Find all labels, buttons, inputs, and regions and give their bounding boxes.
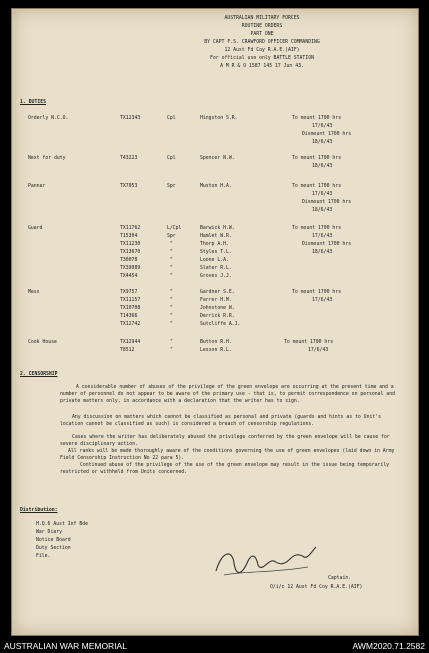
guard-rank: "	[170, 274, 173, 279]
guard-note: To mount 1700 hrs	[292, 226, 342, 231]
mess-rank: "	[170, 298, 173, 303]
guard-name: Slater R.L.	[200, 266, 232, 271]
censorship-paragraph-1: A considerable number of abuses of the privilege of the green envelope are occurring at the present time and a number of personnel do not appear to be aware of the primary use - that is, to permit correspondence on personal and private matters only, in accordance with a declaration that the writer has to sign.	[60, 385, 396, 404]
mess-name: Farrer H.M.	[200, 298, 232, 303]
duty-number: TX7053	[120, 184, 138, 189]
duty-rank: Cpl	[167, 156, 176, 161]
header-line-4: BY CAPT F.S. CRAWFORD OFFICER COMMANDING	[204, 40, 320, 45]
duty-note: 18/6/43	[312, 164, 333, 169]
header-line-5: 12 Aust Fd Coy R.A.E.(AIF)	[224, 48, 300, 53]
guard-number: TX4454	[120, 274, 138, 279]
duty-name: Spencer N.W.	[200, 156, 235, 161]
cookhouse-rank: "	[170, 340, 173, 345]
distribution-item: Duty Section	[36, 546, 71, 551]
duty-note: 18/6/43	[312, 208, 333, 213]
duty-number: TX12343	[120, 116, 141, 121]
distribution-item: H.Q.6 Aust Inf Bde	[36, 522, 88, 527]
mess-name: Sutcliffe A.J.	[200, 322, 241, 327]
guard-number: TX39089	[120, 266, 141, 271]
footer-archive-name: AUSTRALIAN WAR MEMORIAL	[4, 641, 127, 651]
mess-number: TX9757	[120, 290, 138, 295]
guard-number: T30078	[120, 258, 138, 263]
guard-note: 18/6/43	[312, 250, 333, 255]
cookhouse-number: TX12944	[120, 340, 141, 345]
mess-number: TX11157	[120, 298, 141, 303]
section-censorship-title: 2. CENSORSHIP	[20, 372, 58, 377]
guard-name: Hamlet W.R.	[200, 234, 232, 239]
cookhouse-name: Button R.H.	[200, 340, 232, 345]
cookhouse-number: T8512	[120, 348, 135, 353]
mess-number: TX12742	[120, 322, 141, 327]
mess-rank: "	[170, 306, 173, 311]
guard-rank: L/Cpl	[167, 226, 182, 231]
mess-rank: "	[170, 290, 173, 295]
guard-rank: Spr	[167, 234, 176, 239]
guard-note: 17/6/43	[312, 234, 333, 239]
signature-unit: O/i/c 12 Aust Fd Coy R.A.E.(AIF)	[270, 585, 363, 590]
mess-rank: "	[170, 314, 173, 319]
duty-role: Cook House	[28, 340, 57, 345]
guard-rank: "	[170, 266, 173, 271]
cookhouse-note: 17/6/43	[308, 348, 329, 353]
distribution-item: Notice Board	[36, 538, 71, 543]
guard-rank: "	[170, 250, 173, 255]
guard-name: Styles T.L.	[200, 250, 232, 255]
censorship-paragraph-5: Continued abuse of the privilege of the use of the green envelope may result in the issue being temporarily restricted or withheld from Units concerned.	[60, 463, 390, 475]
guard-name: Thorp A.H.	[200, 242, 229, 247]
footer-catalog-number: AWM2020.71.2582	[352, 641, 425, 651]
distribution-title: Distribution:	[20, 508, 58, 513]
guard-name: Barwick H.W.	[200, 226, 235, 231]
duty-note: To mount 1700 hrs	[292, 156, 342, 161]
duty-name: Hingston S.R.	[200, 116, 238, 121]
mess-name: Derrick R.R.	[200, 314, 235, 319]
guard-number: TX11762	[120, 226, 141, 231]
header-line-1: AUSTRALIAN MILITARY FORCES	[224, 16, 300, 21]
guard-number: TX11230	[120, 242, 141, 247]
duty-note: 17/6/43	[312, 192, 333, 197]
header-line-3: PART ONE	[250, 32, 274, 37]
duty-note: To mount 1700 hrs	[292, 116, 342, 121]
guard-number: TX13670	[120, 250, 141, 255]
mess-number: T14366	[120, 314, 138, 319]
cookhouse-name: Lesson R.L.	[200, 348, 232, 353]
guard-rank: "	[170, 242, 173, 247]
duty-note: 17/6/43	[312, 124, 333, 129]
document-page	[11, 8, 419, 636]
signature-scrawl	[212, 541, 332, 584]
header-line-6: For official use only BATTLE STATION	[210, 56, 314, 61]
signature-rank: Captain.	[328, 576, 352, 581]
guard-note: Dismount 1700 hrs	[302, 242, 352, 247]
duty-number: T43223	[120, 156, 138, 161]
duty-role: Pannar	[28, 184, 46, 189]
duty-note: Dismount 1700 hrs	[302, 200, 352, 205]
guard-number: T15304	[120, 234, 138, 239]
duty-name: Muston H.A.	[200, 184, 232, 189]
guard-rank: "	[170, 258, 173, 263]
mess-name: Johnstone W.	[200, 306, 235, 311]
duty-role: Mess	[28, 290, 40, 295]
distribution-item: File.	[36, 554, 51, 559]
cookhouse-rank: "	[170, 348, 173, 353]
censorship-paragraph-3: Cases where the writer has deliberately abused the privilege conferred by the green envelope will be cause for severe disciplinary action.	[60, 435, 390, 447]
duty-note: Dismount 1700 hrs	[302, 132, 352, 137]
mess-name: Gardner S.E.	[200, 290, 235, 295]
mess-rank: "	[170, 322, 173, 327]
duty-note: To mount 1700 hrs	[292, 184, 342, 189]
censorship-paragraph-4: All ranks will be made thoroughly aware of the conditions governing the use of green envelopes (laid down in Army Field Censorship Instruction No 22 para 5).	[60, 449, 395, 461]
censorship-paragraph-2: Any discussion on matters which cannot be classified as personal and private (guards and hints as to Unit's location cannot be classified as such) is considered a breach of censorship regulations.	[60, 415, 382, 427]
cookhouse-note: To mount 1700 hrs	[284, 340, 334, 345]
mess-note: To mount 1700 hrs	[292, 290, 342, 295]
mess-note: 17/6/43	[312, 298, 333, 303]
header-line-2: ROUTINE ORDERS	[241, 24, 283, 29]
duty-rank: Cpl	[167, 116, 176, 121]
guard-name: Loone L.A.	[200, 258, 229, 263]
archive-footer	[0, 638, 429, 653]
duty-rank: Spr	[167, 184, 176, 189]
header-line-7: A M R & O 1587 145 17 Jun 43.	[220, 64, 304, 69]
mess-number: TX10708	[120, 306, 141, 311]
duty-role: Guard	[28, 226, 43, 231]
duty-note: 18/6/43	[312, 140, 333, 145]
distribution-item: War Diary	[36, 530, 62, 535]
duty-role: Next for duty	[28, 156, 66, 161]
guard-name: Groves J.J.	[200, 274, 232, 279]
duty-role: Orderly N.C.O.	[28, 116, 69, 121]
section-duties-title: 1. DUTIES	[20, 100, 46, 105]
